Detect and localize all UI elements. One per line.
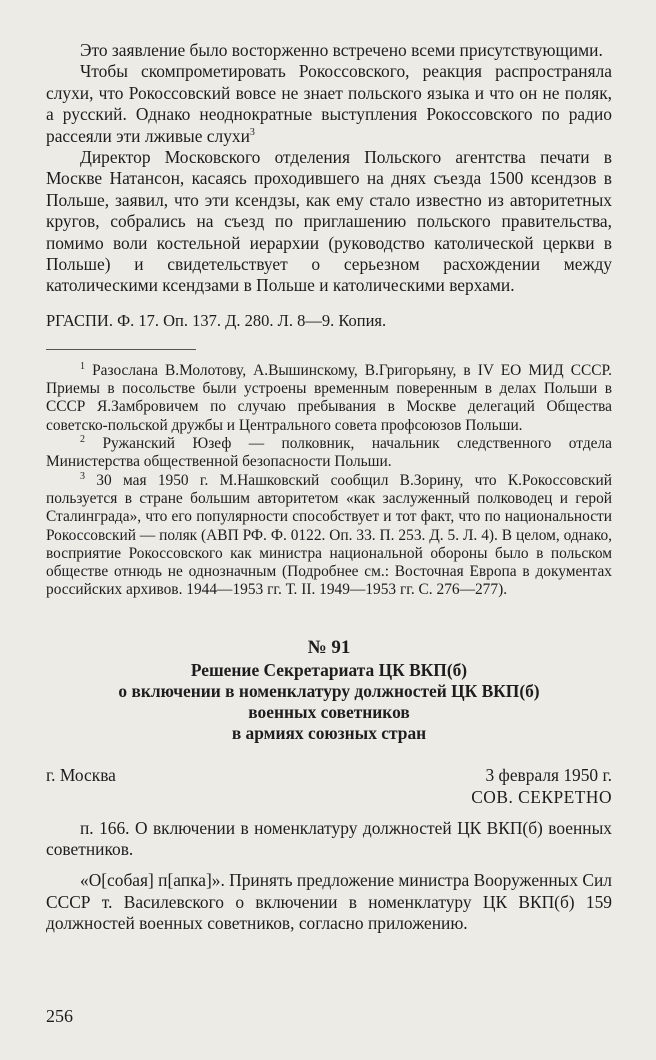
document-page bbox=[46, 40, 612, 935]
body-paragraph-2: Чтобы скомпрометировать Рокоссовского, реакция распространяла слухи, что Рокоссовский вовсе не знает польского языка и что он не поляк, а русский. Однако неоднократные выступления Рокоссовского по радио рассеяли эти лживые слухи$^3$ bbox=[46, 61, 612, 146]
footnote-1: $^1$ Разослана В.Молотову, А.Вышинскому, В.Григорьяну, в IV ЕО МИД СССР. Приемы в посольстве были устроены временным поверенным в делах Польши в СССР Я.Замбровичем по случаю пребывания в Москве делегаций Общества советско-польской дружбы и Центрального совета профсоюзов Польши. bbox=[46, 360, 612, 434]
footnote-divider bbox=[46, 349, 196, 350]
page-number: 256 bbox=[46, 1006, 73, 1026]
footnote-3: $^3$ 30 мая 1950 г. М.Нашковский сообщил В.Зорину, что К.Рокоссовский пользуется в стране большим авторитетом «как заслуженный полководец и герой Сталинграда», что его популярности способствует и тот факт, что по национальности Рокоссовский — поляк (АВП РФ. Ф. 0122. Оп. 33. П. 253. Д. 5. Л. 4). В целом, однако, восприятие Рокоссовского как министра национальной обороны было в польском обществе отнюдь не однозначным (Подробнее см.: Восточная Европа в документах российских архивов. 1944—1953 гг. Т. II. 1949—1953 гг. С. 276—277). bbox=[46, 470, 612, 599]
document-place: г. Москва bbox=[46, 764, 116, 785]
body-paragraph-1: Это заявление было восторженно встречено всеми присутствующими. bbox=[80, 40, 603, 60]
footnote-2: $^2$ Ружанский Юзеф — полковник, начальник следственного отдела Министерства общественной безопасности Польши. bbox=[46, 433, 612, 471]
document-title-line: военных советников bbox=[248, 702, 410, 723]
document-title-line: в армиях союзных стран bbox=[231, 723, 427, 744]
document-paragraph-2: «О[собая] п[апка]». Принять предложение министра Вооруженных Сил СССР т. Василевского о включении в номенклатуру ЦК ВКП(б) 159 должностей военных советников, согласно приложению. bbox=[46, 870, 612, 934]
document-heading bbox=[46, 636, 612, 745]
document-paragraph-1: п. 166. О включении в номенклатуру должностей ЦК ВКП(б) военных советников. bbox=[46, 817, 612, 859]
footnote-ref-3: 3 bbox=[249, 126, 255, 138]
archive-source: РГАСПИ. Ф. 17. Оп. 137. Д. 280. Л. 8—9. Копия. bbox=[46, 310, 387, 330]
document-meta bbox=[46, 765, 612, 786]
document-title-line: Решение Секретариата ЦК ВКП(б) bbox=[190, 659, 468, 680]
document-title-line: о включении в номенклатуру должностей ЦК ВКП(б) bbox=[118, 680, 540, 701]
document-number: № 91 bbox=[307, 636, 351, 658]
document-date: 3 февраля 1950 г. bbox=[485, 764, 612, 785]
classification-stamp: СОВ. СЕКРЕТНО bbox=[471, 786, 612, 807]
body-paragraph-3: Директор Московского отделения Польского агентства печати в Москве Натансон, касаясь проходившего на днях съезда 1500 ксендзов в Польше, заявил, что эти ксендзы, как ему стало известно из авторитетных кругов, собрались на съезд по приглашению польского правительства, помимо воли костельной иерархии (руководство католической церкви в Польше) и свидетельствует о серьезном расхождении между католическими ксендзами в Польше и католическими верхами. bbox=[46, 147, 612, 296]
